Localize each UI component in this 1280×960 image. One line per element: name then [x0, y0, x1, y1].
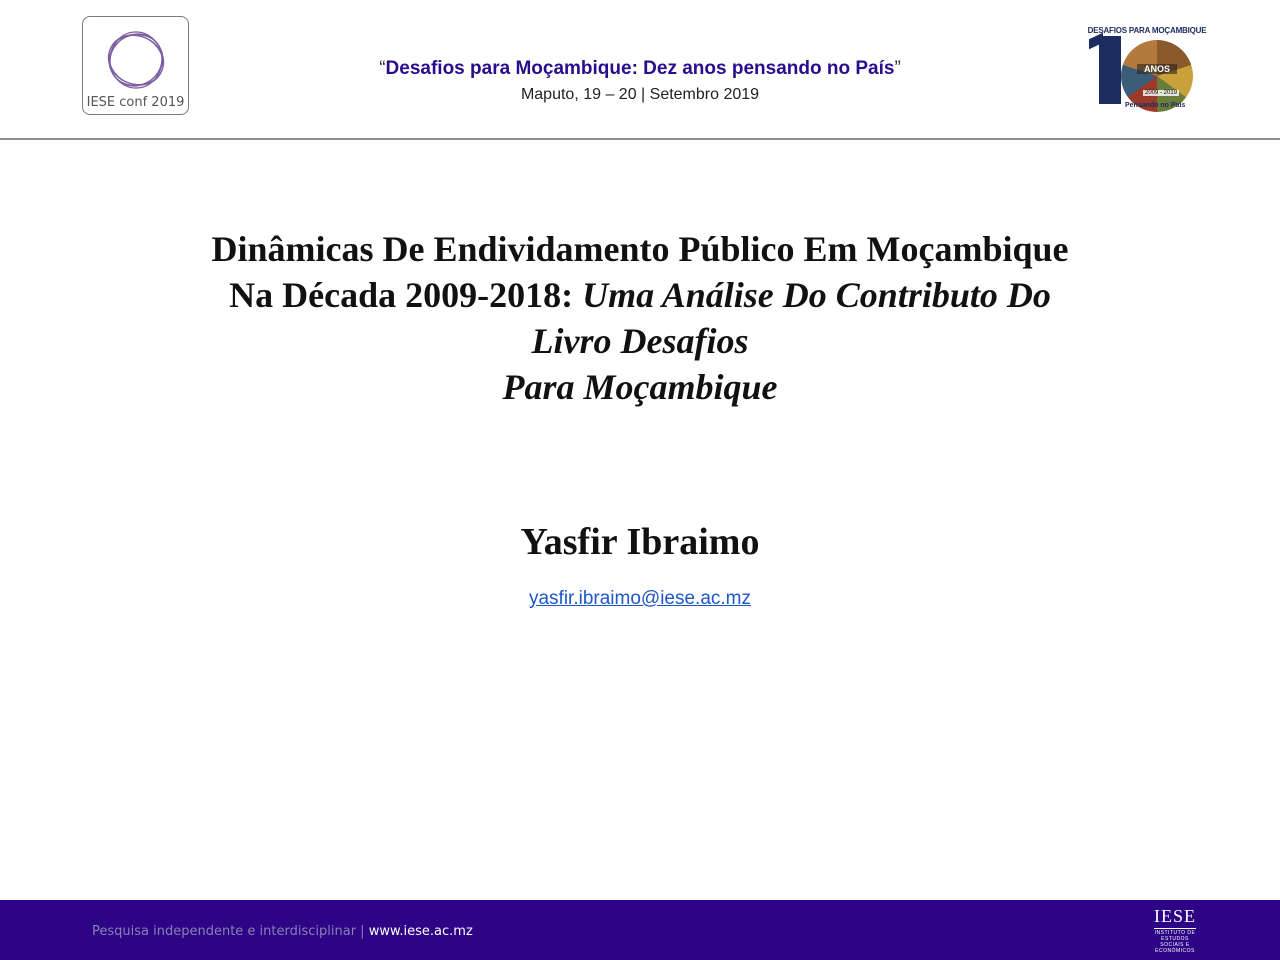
title-line-3: Livro Desafios [531, 321, 749, 361]
open-quote: “ [379, 58, 386, 79]
footer-url-link[interactable]: www.iese.ac.mz [368, 924, 473, 939]
conference-subtitle: Maputo, 19 – 20 | Setembro 2019 [520, 86, 760, 103]
author-name: Yasfir Ibraimo [520, 521, 760, 563]
left-logo-text: IESE conf 2019 [86, 95, 185, 110]
header-divider [0, 138, 1280, 140]
title-line-1: Dinâmicas De Endividamento Público Em Moçambique [211, 229, 1069, 269]
number-one-shape [1099, 36, 1121, 104]
iese-mark-divider [1154, 928, 1196, 929]
iese-mark-subtext: INSTITUTO DE ESTUDOS SOCIAIS E ECONÓMICOS [1154, 930, 1196, 954]
footer-tagline [92, 924, 473, 939]
ten-years-logo-bottom: Pensando no País [1125, 102, 1186, 109]
ten-years-logo [1085, 14, 1209, 126]
close-quote: ” [894, 58, 901, 79]
title-line-4: Para Moçambique [502, 367, 778, 407]
footer-tagline-text: Pesquisa independente e interdisciplinar | [92, 924, 369, 939]
iese-institute-logo [1150, 906, 1200, 954]
iese-mark-text: IESE [1154, 906, 1196, 926]
title-line-2-italic: Uma Análise Do Contributo Do [582, 275, 1051, 315]
author-email-link[interactable]: yasfir.ibraimo@iese.ac.mz [528, 588, 752, 609]
presentation-title [0, 226, 1280, 410]
footer-bar [0, 900, 1280, 960]
ten-years-logo-top: DESAFIOS PARA MOÇAMBIQUE [1087, 26, 1207, 35]
conference-title-text: Desafios para Moçambique: Dez anos pensando no País [385, 58, 895, 79]
title-line-2-plain: Na Década 2009-2018: [229, 275, 583, 315]
title-line-2 [0, 272, 1280, 318]
ten-years-logo-years: 2009 - 2019 [1145, 90, 1178, 96]
ten-years-logo-anos: ANOS [1137, 64, 1177, 74]
